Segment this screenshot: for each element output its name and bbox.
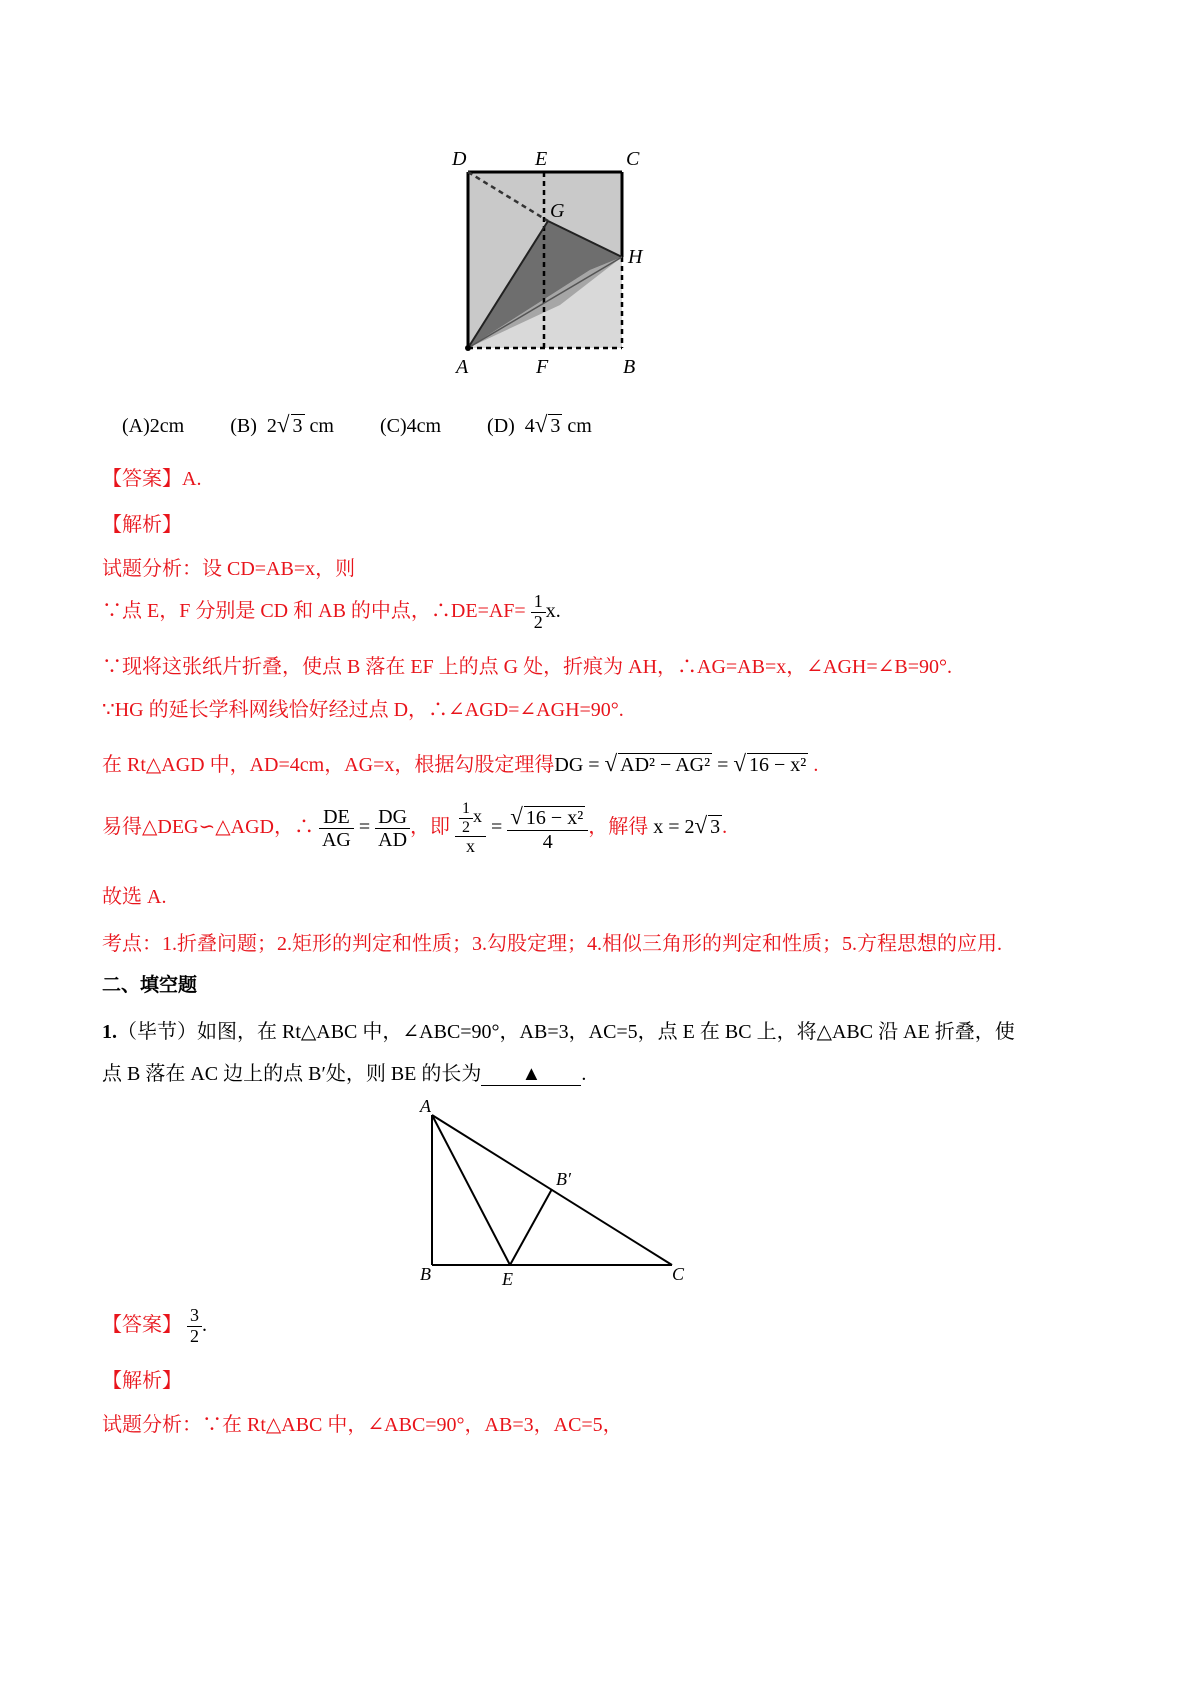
triangle-diagram <box>410 1095 690 1290</box>
analysis-line-7: 故选 A. <box>102 886 167 908</box>
label-H: H <box>628 246 643 268</box>
section-title: 二、填空题 <box>102 974 198 996</box>
answer-blank: ▲ <box>481 1063 581 1086</box>
label-C2: C <box>672 1264 685 1284</box>
dg-formula: DG = √ AD² − AG² = √ 16 − x² <box>554 751 807 776</box>
label-F: F <box>536 356 549 378</box>
solution: x = 2√ 3 <box>653 813 721 839</box>
analysis-line-4: ∵HG 的延长学科网线恰好经过点 D，∴∠AGD=∠AGH=90°. <box>102 699 624 721</box>
analysis-line-1: 试题分析：设 CD=AB=x，则 <box>102 558 356 580</box>
kaodian: 考点：1.折叠问题；2.矩形的判定和性质；3.勾股定理；4.相似三角形的判定和性质；5.方程思想的应用. <box>102 933 1002 955</box>
fraction-sqrt-over-4: $\frac{\text{√ 16 − x²}}{4}$ <box>507 804 588 852</box>
fraction-de-ag: $\frac{DE}{AG}$ <box>319 806 354 851</box>
answer-label: 【答案】 <box>102 466 182 490</box>
label-Bprime: B′ <box>556 1169 571 1189</box>
fraction-half-x-over-x: $\frac{1}{2}$ x x <box>455 800 486 857</box>
label-B: B <box>623 356 636 378</box>
label-B2: B <box>420 1264 431 1284</box>
answer-line <box>102 462 201 491</box>
label-E: E <box>535 148 548 170</box>
label-A2: A <box>420 1096 431 1116</box>
analysis-line-6: 易得△DEG∽△AGD，∴ $\frac{DE}{AG}$ = $\frac{DG}{AD}$ ，即 $\frac{1}{2}$ x x = $\frac{\text{√ 16 − x²}}{4}$ ，解得 x = 2√ 3 . <box>102 800 728 857</box>
answer-value: A. <box>182 468 202 490</box>
analysis-2-line-1: 试题分析：∵在 Rt△ABC 中，∠ABC=90°，AB=3，AC=5， <box>102 1414 623 1436</box>
choice-c: (C)4cm <box>379 415 442 437</box>
label-G: G <box>550 200 565 222</box>
answer-2-line: 【答案】 $\frac{3}{2}$ . <box>102 1305 207 1346</box>
label-C: C <box>626 148 640 170</box>
analysis-line-3: ∵现将这张纸片折叠，使点 B 落在 EF 上的点 G 处，折痕为 AH，∴AG=AB=x，∠AGH=∠B=90°. <box>102 656 952 678</box>
analysis-label: 【解析】 <box>102 512 182 536</box>
folded-rectangle-diagram <box>440 145 680 390</box>
analysis-2-label: 【解析】 <box>102 1368 182 1392</box>
analysis-line-5: 在 Rt△AGD 中，AD=4cm，AG=x，根据勾股定理得DG = √ AD² − AG² = √ 16 − x² . <box>102 751 819 776</box>
label-E2: E <box>502 1269 513 1289</box>
analysis-line-2: ∵点 E，F 分别是 CD 和 AB 的中点，∴DE=AF= $\frac{1}{2}$ x. <box>102 591 561 632</box>
choice-d: (D) 4√ 3 cm <box>487 412 592 437</box>
figure-right-triangle <box>410 1095 690 1290</box>
choice-b: (B) 2√ 3 cm <box>230 412 334 437</box>
question-1-line-2: 点 B 落在 AC 边上的点 B′处，则 BE 的长为 ▲ . <box>102 1063 587 1085</box>
figure-folded-rectangle <box>440 145 680 390</box>
label-A: A <box>456 356 469 378</box>
fraction-dg-ad: $\frac{DG}{AD}$ <box>375 806 410 851</box>
choice-a: (A)2cm <box>122 415 185 437</box>
choice-row <box>122 412 592 438</box>
label-D: D <box>452 148 467 170</box>
answer-fraction: $\frac{3}{2}$ <box>187 1306 202 1347</box>
fraction-half: $\frac{1}{2}$ <box>531 592 546 633</box>
question-1-line-1: 1.（毕节）如图，在 Rt△ABC 中，∠ABC=90°，AB=3，AC=5，点 E 在 BC 上，将△ABC 沿 AE 折叠，使 <box>102 1021 1015 1043</box>
